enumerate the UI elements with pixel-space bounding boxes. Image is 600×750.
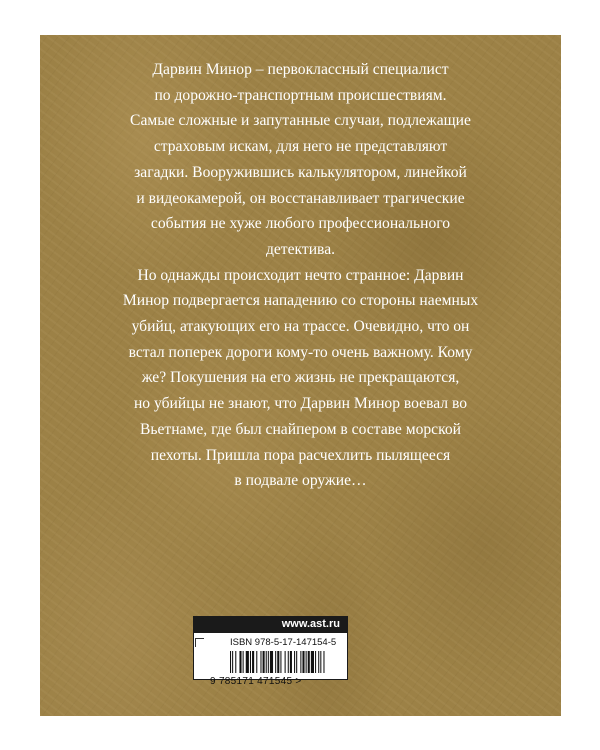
barcode-bar [285, 651, 286, 673]
barcode-bar [294, 651, 295, 673]
back-cover [40, 35, 561, 716]
barcode-bar [263, 651, 265, 673]
barcode-bar [315, 651, 316, 673]
blurb-line: в подвале оружие… [234, 472, 367, 490]
blurb-text [40, 57, 561, 494]
blurb-line: загадки. Вооружившись калькулятором, линейкой [134, 163, 467, 181]
crop-mark-icon [195, 638, 204, 647]
blurb-line: страховым искам, для него не представляют [153, 138, 448, 156]
barcode-bar [230, 651, 231, 673]
blurb-line: Самые сложные и запутанные случаи, подлежащие [130, 112, 471, 130]
publisher-website: www.ast.ru [193, 616, 348, 633]
barcode-bar [275, 651, 276, 673]
blurb-line: события не хуже любого профессионального [150, 215, 451, 233]
barcode-bar [323, 651, 324, 673]
barcode-bar [252, 651, 254, 673]
barcode-bar [306, 651, 307, 673]
barcode-bar [302, 651, 304, 673]
blurb-line: детектива. [265, 240, 336, 258]
barcode-bar [260, 651, 261, 673]
blurb-line: Но однажды происходит нечто странное: Дарвин [137, 266, 464, 284]
barcode-bar [290, 651, 292, 673]
barcode-bar [266, 651, 267, 673]
barcode-bar [320, 651, 321, 673]
barcode-bar [246, 651, 249, 673]
barcode-bar [256, 651, 257, 673]
barcode-bar [232, 651, 233, 673]
barcode-bar [243, 651, 244, 673]
blurb-line: Дарвин Минор – первоклассный специалист [152, 61, 449, 78]
blurb-line: но убийцы не знают, что Дарвин Минор воевал во [133, 395, 468, 413]
barcode-bar [288, 651, 289, 673]
blurb-line: Вьетнаме, где был снайпером в составе морской [139, 420, 462, 438]
barcode-bar [250, 651, 251, 673]
barcode-bar [277, 651, 279, 673]
barcode-bar [239, 651, 241, 673]
barcode-bar [268, 651, 269, 673]
blurb-line: по дорожно-транспортным происшествиям. [154, 86, 447, 104]
isbn-number: ISBN 978-5-17-147154-5 [230, 637, 337, 648]
blurb-line: и видеокамерой, он восстанавливает трагические [136, 189, 465, 207]
barcode-bars [230, 651, 342, 673]
barcode-bar [280, 651, 281, 673]
barcode-digits: 9 785171 471545 > [210, 676, 302, 687]
blurb-line: Минор подвергается нападению со стороны наемных [122, 292, 479, 310]
barcode-bar [308, 651, 310, 673]
blurb-line: встал поперек дороги кому-то очень важному. Кому [128, 343, 473, 361]
blurb-line: убийц, атакующих его на трассе. Очевидно, что он [131, 318, 470, 336]
blurb-line: пехоты. Пришла пора расчехлить пылящееся [150, 446, 451, 464]
blurb-line: же? Покушения на его жизнь не прекращаются, [141, 369, 460, 387]
barcode-bar [300, 651, 301, 673]
barcode-bar [311, 651, 314, 673]
barcode-bar [318, 651, 319, 673]
barcode-bar [270, 651, 273, 673]
barcode-bar [235, 651, 236, 673]
barcode-bar [296, 651, 297, 673]
